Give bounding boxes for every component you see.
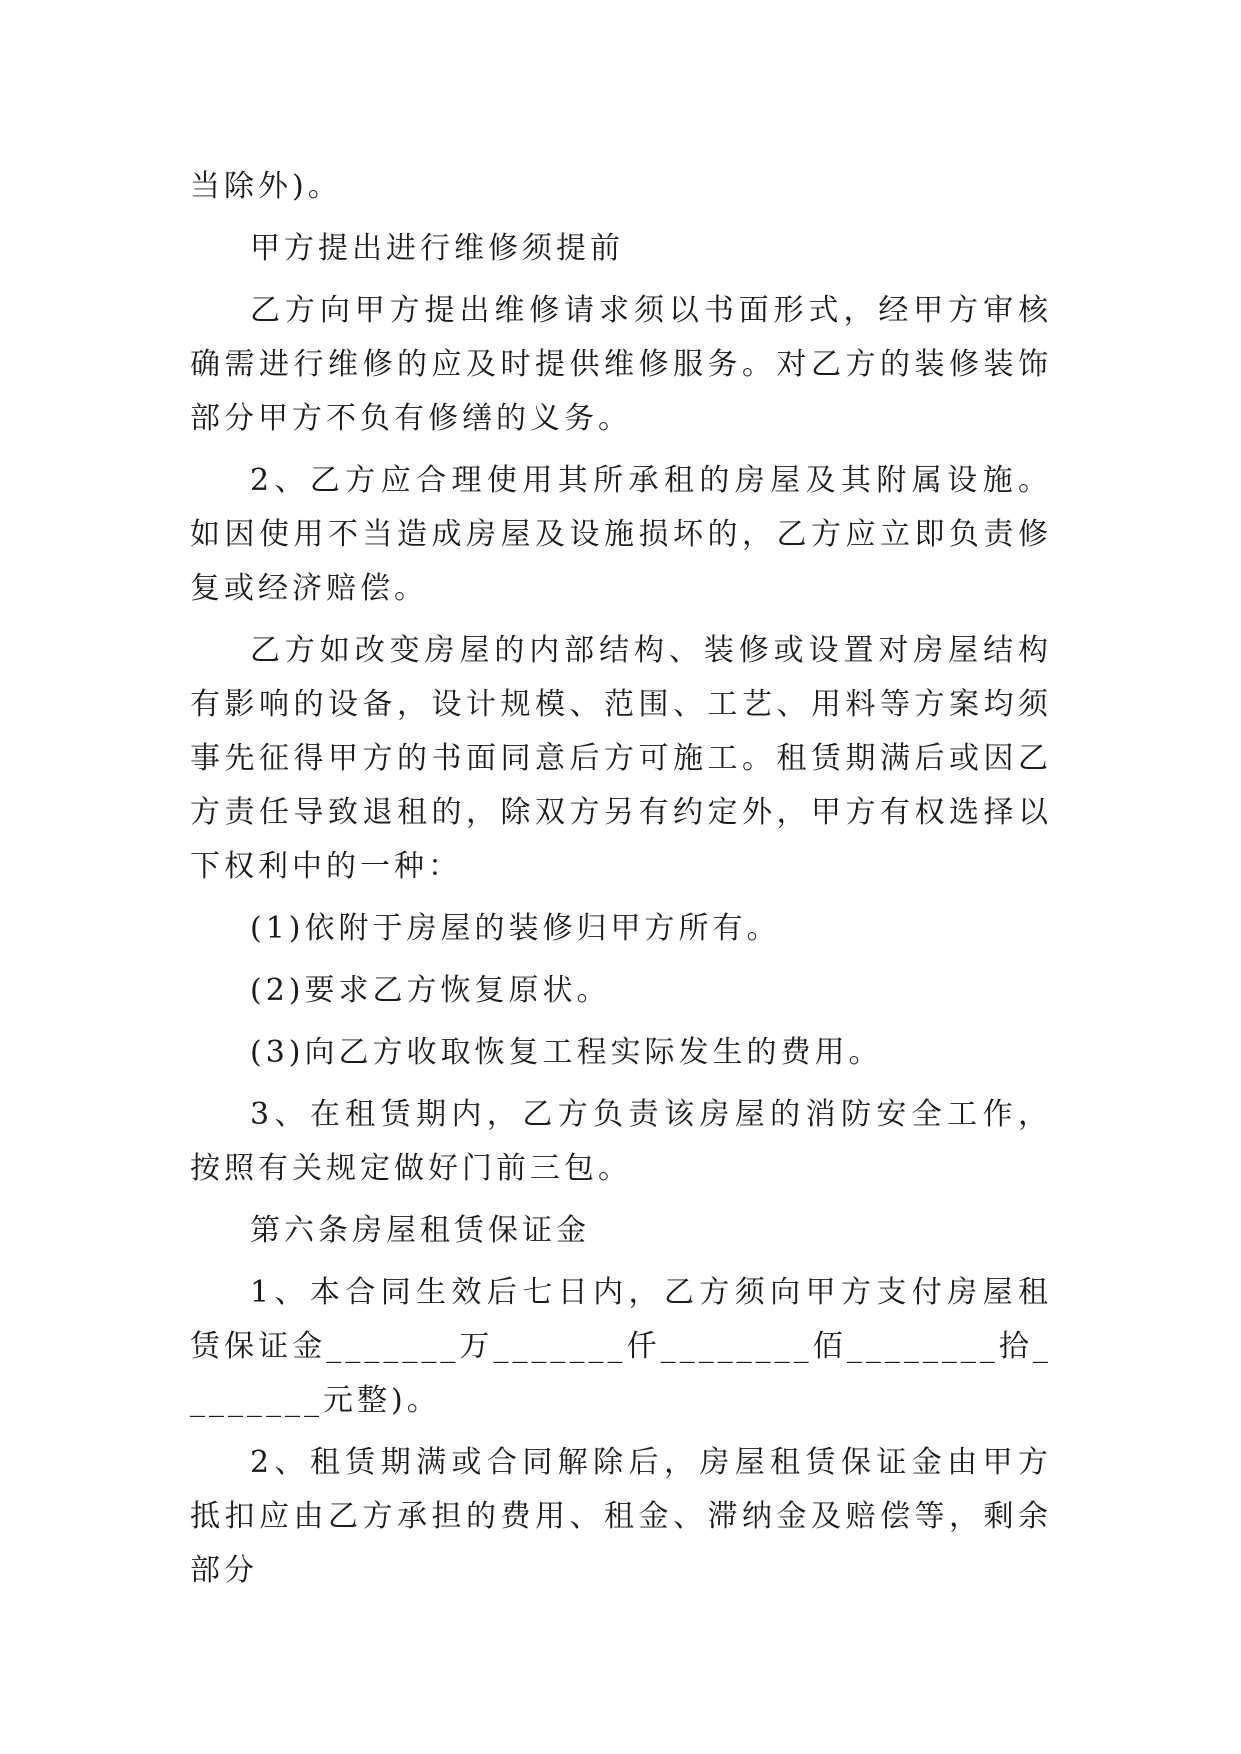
- paragraph-12: 2、租赁期满或合同解除后，房屋租赁保证金由甲方抵扣应由乙方承担的费用、租金、滞纳金及赔偿等，剩余部分: [190, 1445, 1052, 1588]
- paragraph-6: (1)依附于房屋的装修归甲方所有。: [250, 911, 781, 946]
- paragraph-4: 2、乙方应合理使用其所承租的房屋及其附属设施。如因使用不当造成房屋及设施损坏的，乙方应立即负责修复或经济赔偿。: [190, 463, 1052, 606]
- paragraph-2: 甲方提出进行维修须提前: [250, 231, 624, 266]
- paragraph-5: 乙方如改变房屋的内部结构、装修或设置对房屋结构有影响的设备，设计规模、范围、工艺、用料等方案均须事先征得甲方的书面同意后方可施工。租赁期满后或因乙方责任导致退租的，除双方另有约定外，甲方有权选择以下权利中的一种：: [190, 633, 1052, 884]
- paragraph-8: (3)向乙方收取恢复工程实际发生的费用。: [250, 1035, 883, 1070]
- paragraph-9: 3、在租赁期内，乙方负责该房屋的消防安全工作，按照有关规定做好门前三包。: [190, 1097, 1052, 1186]
- paragraph-3: 乙方向甲方提出维修请求须以书面形式，经甲方审核确需进行维修的应及时提供维修服务。对乙方的装修装饰部分甲方不负有修缮的义务。: [190, 293, 1052, 436]
- document-body: [190, 160, 1052, 1606]
- paragraph-7: (2)要求乙方恢复原状。: [250, 973, 611, 1008]
- paragraph-1: 当除外)。: [190, 169, 342, 204]
- paragraph-11: 1、本合同生效后七日内，乙方须向甲方支付房屋租赁保证金_______万_______仟________佰________拾________元整)。: [190, 1275, 1052, 1418]
- section-heading: 第六条房屋租赁保证金: [250, 1213, 590, 1248]
